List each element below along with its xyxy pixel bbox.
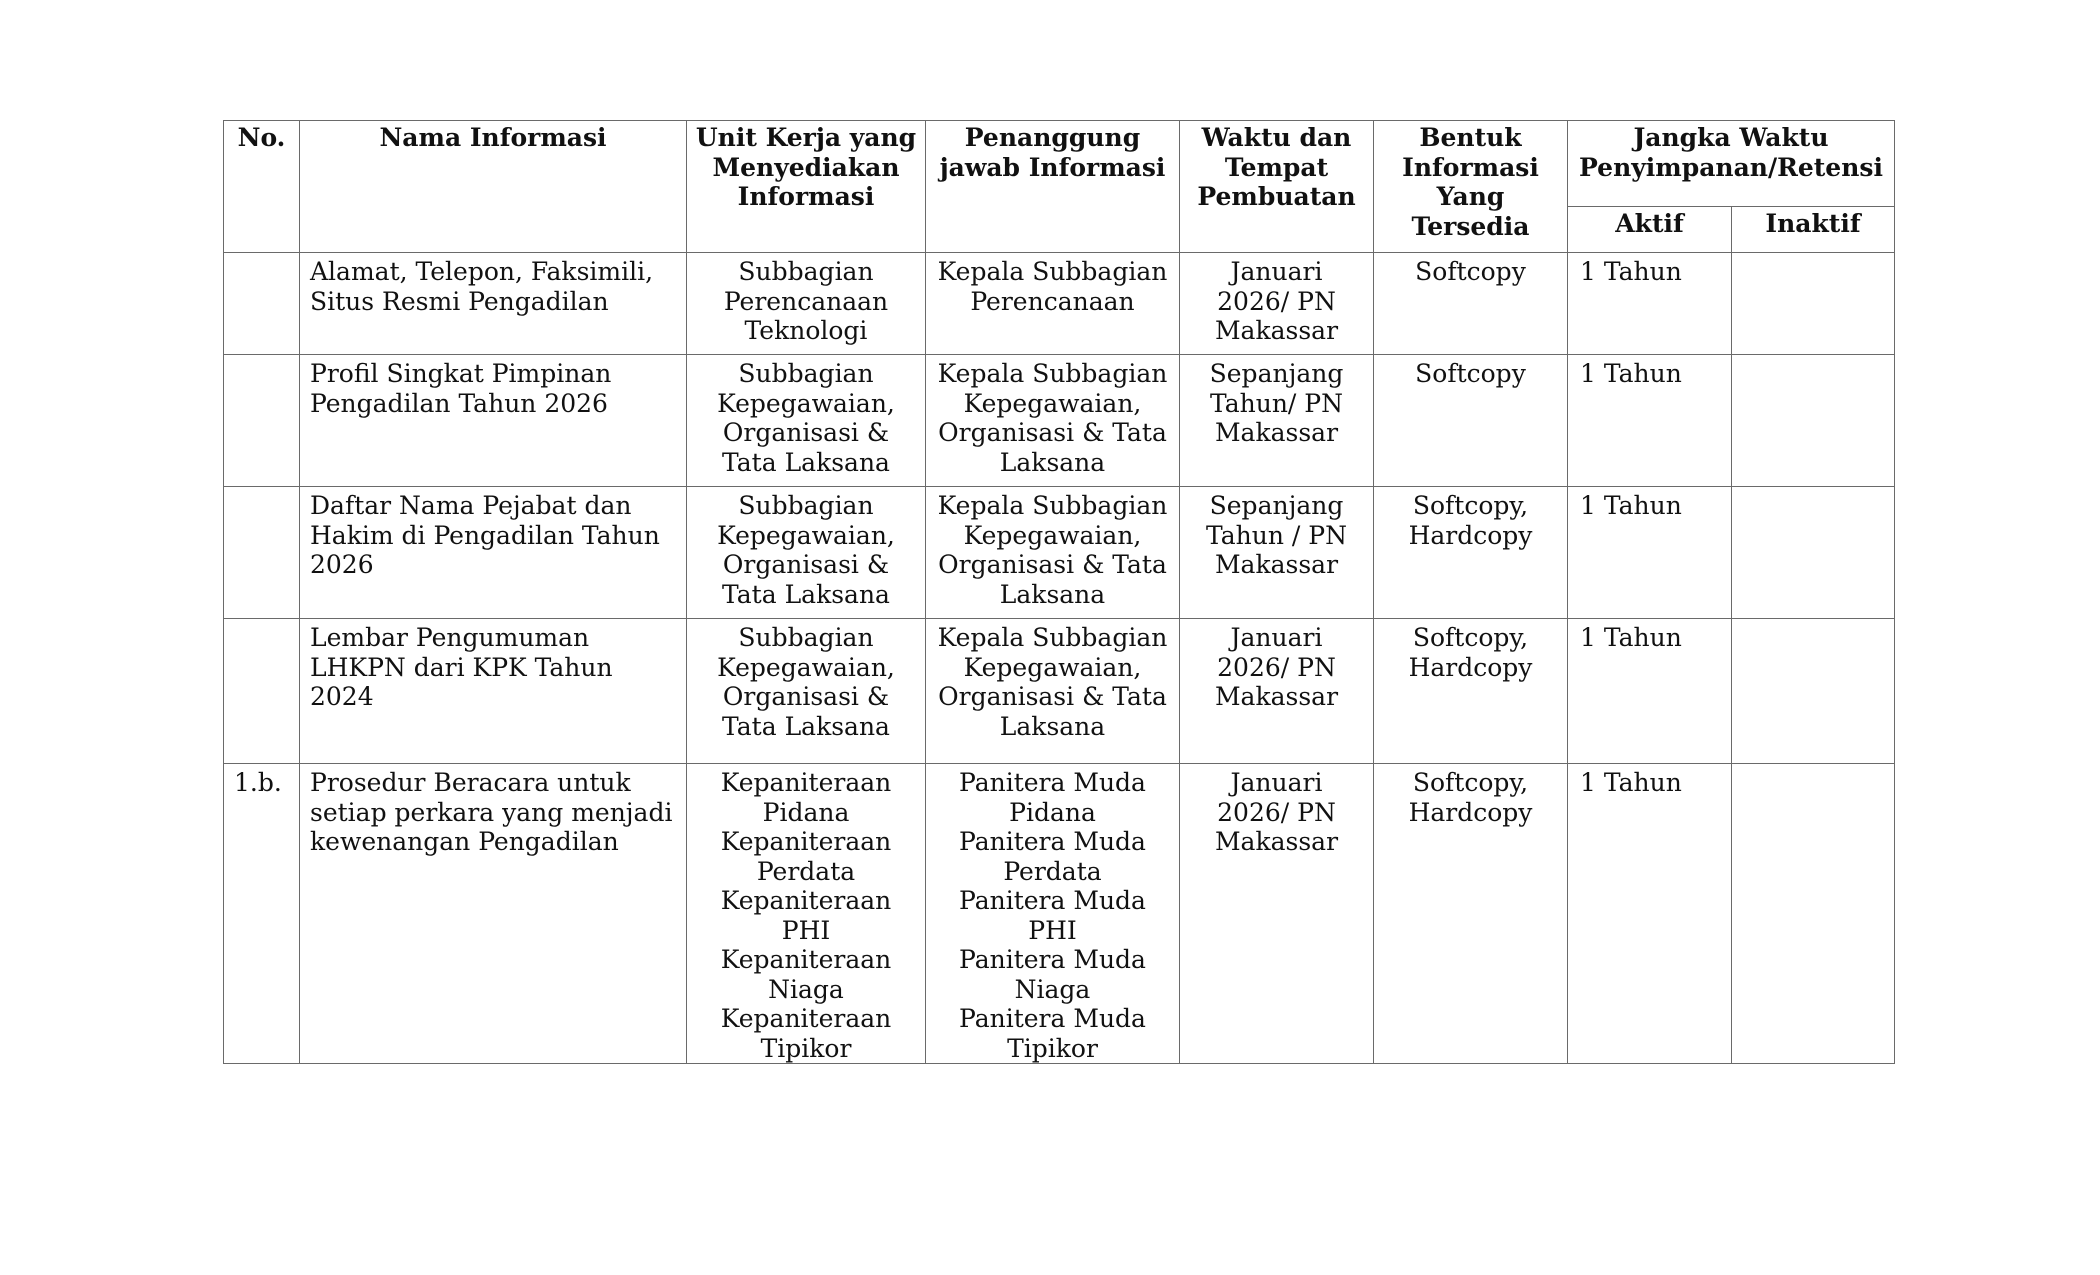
table-header-row	[224, 121, 1895, 207]
table-row	[224, 619, 1895, 764]
cell-line: Kepaniteraan	[720, 1004, 892, 1033]
cell-line: Softcopy	[1415, 257, 1526, 286]
cell-nama	[300, 764, 687, 1064]
cell-line: Situs Resmi Pengadilan	[310, 286, 609, 316]
cell-no	[224, 619, 300, 764]
header-line: Yang	[1436, 182, 1505, 211]
cell-line: Panitera Muda	[959, 768, 1146, 797]
cell-line: Tahun/ PN	[1209, 388, 1343, 418]
header-line: Informasi	[737, 182, 875, 211]
cell-line: Panitera Muda	[959, 886, 1146, 915]
cell-line: Niaga	[768, 974, 844, 1004]
cell-line: Daftar Nama Pejabat dan	[310, 491, 632, 520]
cell-line: Perdata	[1003, 856, 1102, 886]
cell-line: 2026	[310, 550, 374, 579]
cell-line: Tipikor	[1007, 1033, 1098, 1063]
cell-line: Makassar	[1214, 418, 1339, 447]
cell-penanggung	[926, 764, 1180, 1064]
cell-line: Hardcopy	[1408, 797, 1533, 827]
cell-bentuk	[1374, 355, 1568, 487]
header-line: Tersedia	[1411, 211, 1530, 241]
cell-line: Januari	[1230, 623, 1323, 652]
cell-unit	[687, 619, 926, 764]
cell-line: Kepaniteraan	[720, 768, 892, 797]
header-line: Jangka Waktu	[1633, 123, 1829, 152]
cell-line: Hakim di Pengadilan Tahun	[310, 520, 660, 550]
cell-line: Laksana	[999, 711, 1106, 741]
cell-inaktif	[1732, 355, 1895, 487]
cell-line: PHI	[1028, 915, 1077, 945]
cell-line: Softcopy,	[1412, 623, 1529, 652]
cell-line: Organisasi &	[722, 682, 890, 711]
cell-line: Pengadilan Tahun 2026	[310, 388, 608, 418]
header-aktif: Aktif	[1568, 207, 1732, 253]
information-list-table	[223, 120, 1895, 1064]
cell-line: Laksana	[999, 447, 1106, 477]
cell-waktu	[1180, 487, 1374, 619]
cell-line: Hardcopy	[1408, 652, 1533, 682]
cell-no	[224, 355, 300, 487]
cell-line: Subbagian	[738, 257, 874, 286]
cell-line: Kepaniteraan	[720, 886, 892, 915]
cell-line: Makassar	[1214, 827, 1339, 856]
header-line: Waktu dan	[1201, 123, 1352, 152]
cell-line: Kepegawaian,	[717, 652, 895, 682]
cell-waktu	[1180, 764, 1374, 1064]
header-line: Menyediakan	[712, 152, 900, 182]
cell-line: Subbagian	[738, 359, 874, 388]
cell-penanggung	[926, 355, 1180, 487]
header-bentuk-informasi	[1374, 121, 1568, 253]
cell-bentuk	[1374, 487, 1568, 619]
cell-line: PHI	[781, 915, 831, 945]
cell-line: Tata Laksana	[722, 711, 890, 741]
cell-line: Hardcopy	[1408, 520, 1533, 550]
cell-line: Organisasi & Tata	[938, 682, 1167, 711]
cell-line: Softcopy	[1415, 359, 1526, 388]
cell-aktif: 1 Tahun	[1568, 355, 1732, 487]
table-row	[224, 764, 1895, 1064]
cell-penanggung	[926, 487, 1180, 619]
cell-line: Laksana	[999, 579, 1106, 609]
cell-inaktif	[1732, 619, 1895, 764]
cell-line: Profil Singkat Pimpinan	[310, 359, 612, 388]
header-line: Tempat	[1224, 152, 1329, 182]
cell-penanggung	[926, 619, 1180, 764]
cell-line: Makassar	[1214, 316, 1339, 345]
cell-line: Softcopy,	[1412, 491, 1529, 520]
cell-no: 1.b.	[224, 764, 300, 1064]
table-row	[224, 355, 1895, 487]
cell-line: Makassar	[1214, 682, 1339, 711]
cell-line: kewenangan Pengadilan	[310, 827, 619, 856]
cell-waktu	[1180, 355, 1374, 487]
cell-waktu	[1180, 619, 1374, 764]
cell-line: Kepala Subbagian	[937, 257, 1168, 286]
header-no: No.	[224, 121, 300, 253]
header-line: Unit Kerja yang	[695, 123, 917, 152]
header-line: Informasi	[1402, 152, 1539, 182]
cell-line: Januari	[1230, 768, 1323, 797]
header-line: Penanggung	[964, 123, 1141, 152]
table-row	[224, 253, 1895, 355]
cell-nama	[300, 619, 687, 764]
cell-line: Tipikor	[760, 1033, 852, 1063]
cell-line: Kepegawaian,	[717, 520, 895, 550]
cell-line: Perencanaan	[970, 286, 1135, 316]
cell-penanggung	[926, 253, 1180, 355]
cell-line: Alamat, Telepon, Faksimili,	[310, 257, 654, 286]
cell-line: Panitera Muda	[959, 827, 1146, 856]
cell-line: Niaga	[1014, 974, 1091, 1004]
cell-line: 2026/ PN	[1217, 652, 1336, 682]
cell-line: Kepegawaian,	[963, 652, 1142, 682]
cell-line: Januari	[1230, 257, 1323, 286]
cell-unit	[687, 355, 926, 487]
cell-inaktif	[1732, 764, 1895, 1064]
cell-line: Tata Laksana	[722, 579, 890, 609]
cell-inaktif	[1732, 253, 1895, 355]
cell-line: Sepanjang	[1209, 359, 1344, 388]
cell-line: Panitera Muda	[959, 1004, 1146, 1033]
cell-bentuk	[1374, 253, 1568, 355]
cell-aktif: 1 Tahun	[1568, 764, 1732, 1064]
cell-line: Kepegawaian,	[963, 388, 1142, 418]
header-line: Penyimpanan/Retensi	[1579, 152, 1883, 182]
cell-line: LHKPN dari KPK Tahun	[310, 652, 613, 682]
cell-line: Kepala Subbagian	[937, 491, 1168, 520]
cell-nama	[300, 355, 687, 487]
cell-line: Subbagian	[738, 491, 874, 520]
cell-line: Panitera Muda	[959, 945, 1146, 974]
cell-aktif: 1 Tahun	[1568, 253, 1732, 355]
cell-line: Lembar Pengumuman	[310, 623, 590, 652]
cell-line: Kepaniteraan	[720, 945, 892, 974]
cell-line: Kepaniteraan	[720, 827, 892, 856]
cell-nama	[300, 487, 687, 619]
header-line: jawab Informasi	[939, 152, 1166, 182]
cell-line: Kepala Subbagian	[937, 623, 1168, 652]
cell-aktif: 1 Tahun	[1568, 487, 1732, 619]
cell-line: Perencanaan	[723, 286, 889, 316]
cell-line: setiap perkara yang menjadi	[310, 797, 673, 827]
header-inaktif: Inaktif	[1732, 207, 1895, 253]
cell-aktif: 1 Tahun	[1568, 619, 1732, 764]
cell-line: Teknologi	[744, 316, 868, 345]
cell-line: Tata Laksana	[722, 447, 890, 477]
cell-line: Organisasi & Tata	[938, 418, 1167, 447]
header-line: Bentuk	[1419, 123, 1522, 152]
header-penanggung-jawab	[926, 121, 1180, 253]
cell-line: Organisasi &	[722, 550, 890, 579]
cell-line: Kepegawaian,	[963, 520, 1142, 550]
cell-bentuk	[1374, 764, 1568, 1064]
cell-line: Makassar	[1214, 550, 1339, 579]
cell-line: Pidana	[762, 797, 850, 827]
table-row	[224, 487, 1895, 619]
cell-bentuk	[1374, 619, 1568, 764]
cell-no	[224, 487, 300, 619]
cell-line: Softcopy,	[1412, 768, 1529, 797]
header-unit-kerja	[687, 121, 926, 253]
cell-line: 2024	[310, 682, 374, 711]
cell-line: Tahun / PN	[1206, 520, 1347, 550]
cell-no	[224, 253, 300, 355]
cell-line: Organisasi & Tata	[938, 550, 1167, 579]
cell-line: Kepala Subbagian	[937, 359, 1168, 388]
cell-waktu	[1180, 253, 1374, 355]
cell-line: Perdata	[756, 856, 856, 886]
cell-line: Subbagian	[738, 623, 874, 652]
cell-nama	[300, 253, 687, 355]
cell-line: Sepanjang	[1209, 491, 1344, 520]
cell-line: 2026/ PN	[1217, 286, 1336, 316]
cell-unit	[687, 253, 926, 355]
header-jangka-waktu	[1568, 121, 1895, 207]
cell-line: Prosedur Beracara untuk	[310, 768, 631, 797]
cell-inaktif	[1732, 487, 1895, 619]
cell-unit	[687, 487, 926, 619]
cell-line: 2026/ PN	[1217, 797, 1336, 827]
header-line: Pembuatan	[1197, 182, 1356, 211]
header-waktu-tempat	[1180, 121, 1374, 253]
cell-unit	[687, 764, 926, 1064]
cell-line: Kepegawaian,	[717, 388, 895, 418]
header-nama-informasi: Nama Informasi	[300, 121, 687, 253]
cell-line: Organisasi &	[722, 418, 890, 447]
cell-line: Pidana	[1009, 797, 1096, 827]
